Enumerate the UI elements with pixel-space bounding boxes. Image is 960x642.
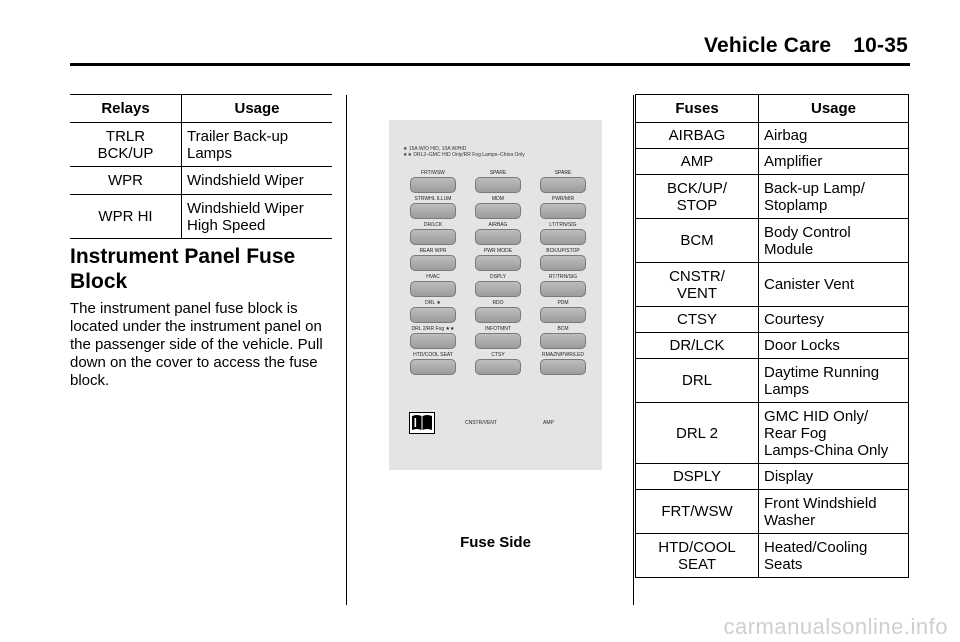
fuse-slot [410,333,456,349]
fuse-position [533,222,593,248]
relays-table [70,94,332,239]
relay-name: WPR [70,167,182,195]
fuse-label: INFOTMNT [485,326,511,332]
fuse-position [468,248,528,274]
fuse-position [533,170,593,196]
figure-bottom-label: CNSTR/VENT [465,420,497,426]
fuse-row [403,352,593,378]
fuse-name: DRL 2 [636,403,759,464]
fuse-usage: Door Locks [759,333,909,359]
fuse-slot [540,229,586,245]
figure-legend-line: ★★ DRL2–GMC HID Only/RR Fog Lamps–China Only [403,152,525,158]
fuse-label: HVAC [426,274,440,280]
fuse-position [468,300,528,326]
fuse-slot [475,333,521,349]
fuse-name: CTSY [636,307,759,333]
fuse-name: BCM [636,219,759,263]
fuse-position [403,248,463,274]
fuse-position [533,326,593,352]
fuse-label: CTSY [491,352,505,358]
fuse-label: AIRBAG [488,222,508,228]
fuse-label: LT/TRN/SIG [549,222,577,228]
section-title: Instrument Panel Fuse Block [70,245,296,293]
relays-col-header-name: Relays [70,95,182,123]
fuse-name: DRL [636,359,759,403]
fuse-position [468,352,528,378]
fuse-position [533,352,593,378]
fuse-position [403,196,463,222]
fuse-slot [410,203,456,219]
fuse-name: DR/LCK [636,333,759,359]
figure-bottom-label: AMP [543,420,554,426]
fuse-label: FRT/WSW [421,170,445,176]
relay-name: WPR HI [70,195,182,239]
fuse-slot [410,359,456,375]
fuse-name: AMP [636,149,759,175]
table-row [636,123,909,149]
fuse-label: HTD/COOL SEAT [413,352,453,358]
fuse-position [468,222,528,248]
fuse-name: CNSTR/ VENT [636,263,759,307]
fuse-usage: Airbag [759,123,909,149]
fuse-slot [540,281,586,297]
fuse-slot [540,177,586,193]
fuse-label: PWR MODE [483,248,513,254]
fuse-name: HTD/COOL SEAT [636,534,759,578]
fuse-label: MDM [492,196,504,202]
fuse-slot [540,307,586,323]
fuse-position [403,222,463,248]
relays-col-header-usage: Usage [182,95,333,123]
fuse-position [533,196,593,222]
fuse-slot [410,255,456,271]
figure-legend [403,146,525,158]
fuse-position [468,274,528,300]
relay-usage: Trailer Back-up Lamps [182,123,333,167]
figure-legend-line: ★ 15A W/O HID, 10A W/HID [403,146,467,152]
fuse-slot [410,281,456,297]
fuse-label: REAR WPR [419,248,447,254]
fuse-name: DSPLY [636,464,759,490]
fuse-label: DR/LCK [423,222,443,228]
fuse-label: DRL 2/RR Fog ★★ [411,326,455,332]
fuse-slot [540,255,586,271]
column-divider-right [633,95,634,605]
fuses-col-header-name: Fuses [636,95,759,123]
table-row [70,123,332,167]
fuse-slot [475,203,521,219]
column-divider-left [346,95,347,605]
fuse-slot [475,229,521,245]
fuse-position [403,300,463,326]
fuse-row [403,300,593,326]
fuse-position [533,274,593,300]
fuse-usage: Display [759,464,909,490]
fuse-position [403,352,463,378]
fuse-name: BCK/UP/ STOP [636,175,759,219]
relay-name: TRLR BCK/UP [70,123,182,167]
owner-manual-icon [409,412,435,434]
fuse-label: DSPLY [489,274,507,280]
fuse-slot [410,307,456,323]
table-row [636,534,909,578]
table-row [70,195,332,239]
table-row [636,403,909,464]
relay-usage: Windshield Wiper High Speed [182,195,333,239]
fuses-header-row [636,95,909,123]
fuse-position [403,274,463,300]
relays-header-row [70,95,332,123]
fuse-block-figure [389,120,602,470]
fuse-usage: Canister Vent [759,263,909,307]
fuse-slot [540,333,586,349]
fuse-slot [475,255,521,271]
table-row [636,263,909,307]
fuse-usage: Front Windshield Washer [759,490,909,534]
fuse-slot [410,229,456,245]
fuse-usage: GMC HID Only/ Rear Fog Lamps-China Only [759,403,909,464]
fuse-grid [403,170,593,378]
fuse-label: PDM [557,300,569,306]
fuse-label: RDO [492,300,504,306]
fuse-slot [475,307,521,323]
fuse-label: RMAZN/PWR/LED [542,352,584,358]
fuse-usage: Amplifier [759,149,909,175]
fuse-label: SPARE [554,170,572,176]
fuse-position [533,248,593,274]
fuse-usage: Heated/Cooling Seats [759,534,909,578]
fuse-row [403,248,593,274]
table-row [636,307,909,333]
fuse-label: STRWHL ILLUM [414,196,452,202]
fuse-position [468,196,528,222]
fuse-position [468,326,528,352]
fuse-position [403,170,463,196]
fuse-usage: Back-up Lamp/ Stoplamp [759,175,909,219]
section-body: The instrument panel fuse block is located under the instrument panel on the passenger side of the vehicle. Pull down on the cover to access the fuse block. [70,300,323,389]
fuse-label: SPARE [489,170,507,176]
figure-caption: Fuse Side [460,534,531,551]
fuse-name: AIRBAG [636,123,759,149]
fuse-row [403,170,593,196]
fuse-slot [475,359,521,375]
fuse-slot [475,177,521,193]
table-row [636,149,909,175]
fuse-position [468,170,528,196]
fuse-usage: Body Control Module [759,219,909,263]
fuses-col-header-usage: Usage [759,95,909,123]
page-header [0,34,908,58]
fuse-name: FRT/WSW [636,490,759,534]
fuse-row [403,196,593,222]
fuse-label: DRL ★ [425,300,441,306]
fuse-slot [540,203,586,219]
fuse-label: RT/TRN/SIG [548,274,578,280]
table-row [70,167,332,195]
page-number: 10-35 [853,34,908,57]
fuse-slot [540,359,586,375]
table-row [636,333,909,359]
fuse-slot [475,281,521,297]
header-rule [70,63,910,66]
table-row [636,359,909,403]
table-row [636,464,909,490]
fuse-slot [410,177,456,193]
fuse-row [403,222,593,248]
table-row [636,490,909,534]
fuse-usage: Daytime Running Lamps [759,359,909,403]
table-row [636,219,909,263]
fuse-row [403,274,593,300]
fuses-table [635,94,909,578]
watermark: carmanualsonline.info [723,614,948,639]
page-title: Vehicle Care [703,34,832,57]
fuse-row [403,326,593,352]
fuse-label: BCM [557,326,569,332]
fuse-label: PWR/MIR [551,196,575,202]
fuse-position [403,326,463,352]
relay-usage: Windshield Wiper [182,167,333,195]
fuse-position [533,300,593,326]
fuse-usage: Courtesy [759,307,909,333]
fuse-label: BCK/UP/STOP [546,248,580,254]
table-row [636,175,909,219]
